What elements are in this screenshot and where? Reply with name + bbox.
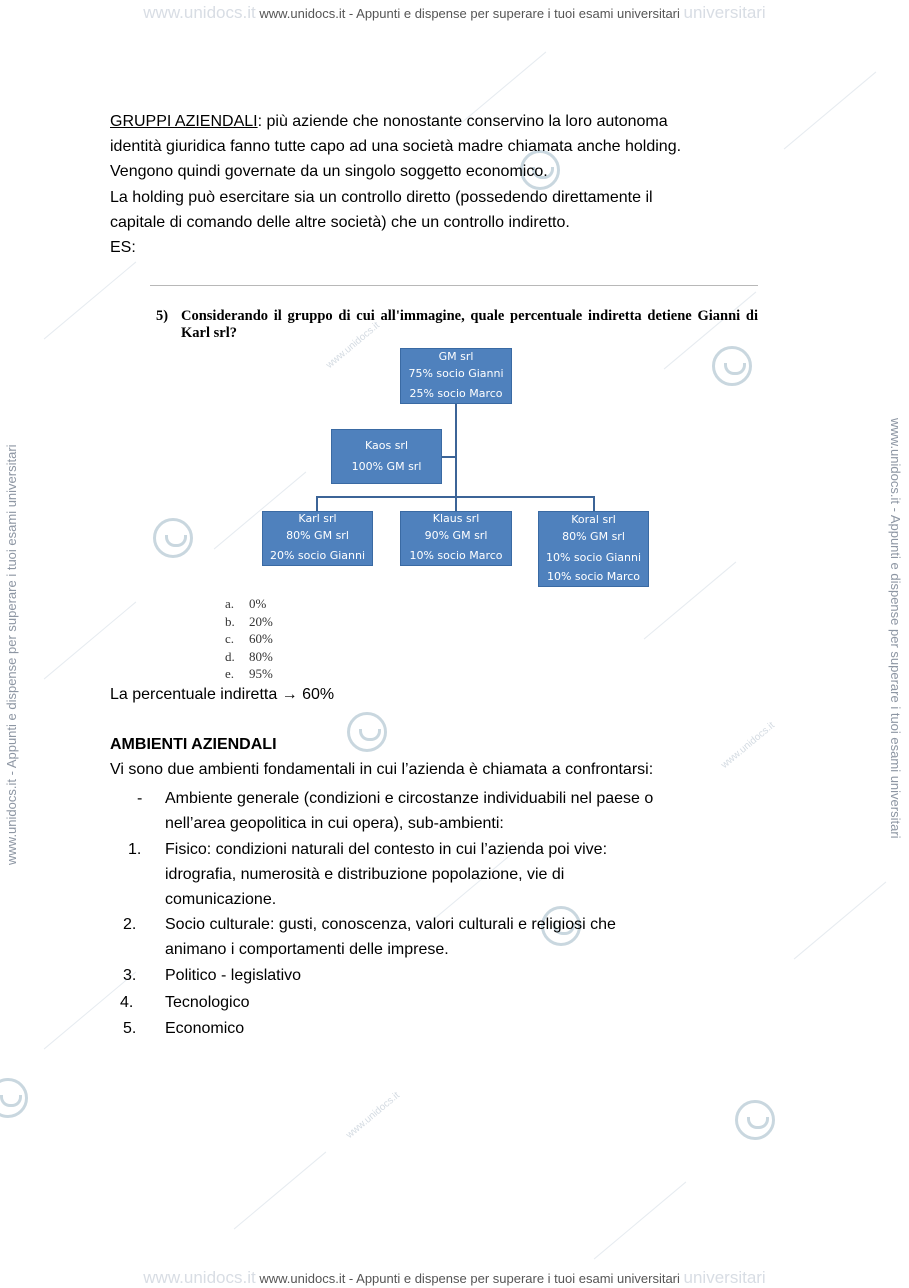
answer-options <box>225 595 273 683</box>
watermark-stroke <box>794 882 887 960</box>
watermark-stroke <box>644 562 737 640</box>
org-box-label: Karl srl <box>298 512 337 525</box>
option-letter: d. <box>225 648 235 664</box>
list-item-text: Politico - legislativo <box>165 967 302 984</box>
watermark-logo-icon <box>153 518 193 558</box>
watermark-stroke <box>44 602 137 680</box>
option-value: 60% <box>249 631 273 646</box>
chart-connector <box>593 496 595 511</box>
ambienti-intro: Vi sono due ambienti fondamentali in cui l’azienda è chiamata a confrontarsi: <box>110 761 654 778</box>
gruppi-aziendali-heading: GRUPPI AZIENDALI <box>110 113 258 130</box>
org-box-line: 25% socio Marco <box>409 386 503 400</box>
org-box-line: 20% socio Gianni <box>269 548 366 562</box>
org-box-label: Klaus srl <box>432 512 480 525</box>
watermark-logo-icon <box>347 712 387 752</box>
divider <box>150 285 758 286</box>
footer-ghost-right: universitari <box>683 1268 766 1287</box>
ambienti-aziendali-heading: AMBIENTI AZIENDALI <box>110 736 277 753</box>
page-footer-watermark <box>0 1268 909 1288</box>
watermark-stroke <box>234 1152 327 1230</box>
list-item-text <box>165 912 785 962</box>
chart-connector <box>455 496 457 511</box>
option-letter: a. <box>225 596 235 611</box>
org-box-klaus-srl <box>400 511 512 566</box>
watermark-stroke <box>44 262 137 340</box>
page-header-watermark <box>0 3 909 23</box>
option-c <box>225 630 273 648</box>
org-box-line: 10% socio Marco <box>409 548 503 562</box>
org-box-line: 10% socio Gianni <box>545 550 642 564</box>
option-b <box>225 613 273 631</box>
option-letter: c. <box>225 631 235 646</box>
left-side-watermark: www.unidocs.it - Appunti e dispense per superare i tuoi esami universitari <box>4 444 19 865</box>
header-text: www.unidocs.it - Appunti e dispense per superare i tuoi esami universitari <box>259 6 680 21</box>
org-box-kaos-srl <box>331 429 442 484</box>
list-item-text: Economico <box>165 1020 245 1037</box>
paragraph-line: Vengono quindi governate da un singolo soggetto economico. <box>110 163 548 181</box>
option-value: 95% <box>249 666 273 681</box>
footer-ghost-left: www.unidocs.it <box>143 1268 256 1287</box>
diagonal-watermark: www.unidocs.it <box>344 1090 402 1141</box>
org-box-label: GM srl <box>438 350 474 363</box>
list-item-line: Socio culturale: gusti, conoscenza, valori culturali e religiosi che <box>165 916 616 933</box>
header-ghost-right: universitari <box>683 3 766 22</box>
watermark-logo-icon <box>0 1078 28 1118</box>
org-box-line: 75% socio Gianni <box>408 367 504 380</box>
paragraph-line: capitale di comando delle altre società) che un controllo indiretto. <box>110 213 570 231</box>
question-block <box>156 308 758 342</box>
watermark-stroke <box>594 1182 687 1260</box>
list-item-line: Ambiente generale (condizioni e circostanze individuabili nel paese o <box>165 790 654 807</box>
paragraph-text: : più aziende che nonostante conservino la loro autonoma <box>257 113 668 130</box>
list-marker: 5. <box>123 1020 137 1037</box>
right-side-watermark: www.unidocs.it - Appunti e dispense per superare i tuoi esami universitari <box>888 418 903 839</box>
watermark-stroke <box>784 72 877 150</box>
header-ghost-left: www.unidocs.it <box>143 3 256 22</box>
diagonal-watermark: www.unidocs.it <box>324 320 382 371</box>
chart-connector <box>316 496 318 511</box>
option-d <box>225 648 273 666</box>
question-number: 5) <box>156 308 169 324</box>
gruppi-aziendali-paragraph <box>110 109 790 260</box>
option-e <box>225 665 273 683</box>
org-box-label: Koral srl <box>571 513 616 526</box>
footer-text: www.unidocs.it - Appunti e dispense per superare i tuoi esami universitari <box>259 1271 680 1286</box>
list-item-text <box>165 837 785 913</box>
list-item-line: comunicazione. <box>165 891 277 909</box>
list-marker: 1. <box>128 841 142 858</box>
list-item-text <box>165 786 785 836</box>
question-text: Considerando il gruppo di cui all'immagine, quale percentuale indiretta detiene Gianni di Karl srl? <box>181 308 758 341</box>
list-item-line: nell’area geopolitica in cui opera), sub-ambienti: <box>165 815 504 833</box>
list-marker: - <box>137 790 143 807</box>
org-box-line: 90% GM srl <box>424 529 488 542</box>
watermark-logo-icon <box>712 346 752 386</box>
paragraph-line: identità giuridica fanno tutte capo ad una società madre chiamata anche holding. <box>110 138 682 156</box>
chart-connector <box>455 403 457 498</box>
answer-text: La percentuale indiretta → 60% <box>110 686 335 703</box>
option-value: 20% <box>249 613 273 629</box>
org-box-label: Kaos srl <box>364 439 409 452</box>
org-box-line: 100% GM srl <box>351 459 422 473</box>
paragraph-line <box>110 109 790 134</box>
org-box-koral-srl <box>538 511 649 587</box>
list-marker: 4. <box>120 994 134 1011</box>
option-a <box>225 595 273 613</box>
list-marker: 3. <box>123 967 137 984</box>
paragraph-line: La holding può esercitare sia un controllo diretto (possedendo direttamente il <box>110 188 653 206</box>
list-item-line: Fisico: condizioni naturali del contesto in cui l’azienda poi vive: <box>165 841 608 858</box>
option-value: 0% <box>249 596 267 611</box>
list-item-text: Tecnologico <box>165 994 250 1011</box>
option-letter: b. <box>225 613 235 629</box>
org-box-line: 10% socio Marco <box>546 570 641 583</box>
list-item-line: idrografia, numerosità e distribuzione popolazione, vie di <box>165 866 565 884</box>
chart-connector <box>441 456 456 458</box>
diagonal-watermark: www.unidocs.it <box>719 720 777 771</box>
org-box-gm-srl <box>400 348 512 404</box>
watermark-logo-icon <box>735 1100 775 1140</box>
list-item-line: animano i comportamenti delle imprese. <box>165 941 449 959</box>
option-value: 80% <box>249 648 273 664</box>
org-box-karl-srl <box>262 511 373 566</box>
org-box-line: 80% GM srl <box>286 529 349 542</box>
option-letter: e. <box>225 666 235 681</box>
example-label: ES: <box>110 239 136 257</box>
list-marker: 2. <box>123 916 137 933</box>
org-box-line: 80% GM srl <box>562 530 625 543</box>
